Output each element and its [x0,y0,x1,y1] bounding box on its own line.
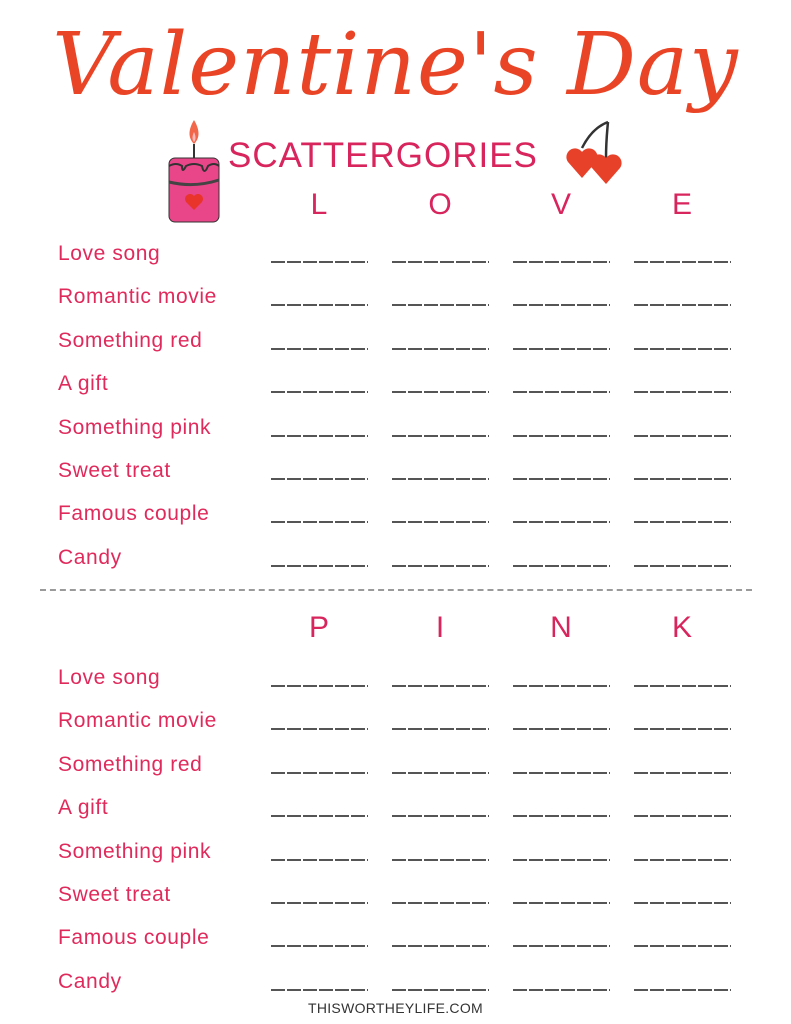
category-label: Something red [58,328,203,352]
answer-blank[interactable] [392,685,489,687]
answer-blank[interactable] [634,478,731,480]
answer-blank[interactable] [271,261,368,263]
answer-blank[interactable] [271,945,368,947]
answer-blank[interactable] [634,685,731,687]
answer-blank[interactable] [513,435,610,437]
answer-blank[interactable] [634,815,731,817]
answer-blank[interactable] [392,728,489,730]
answer-blank[interactable] [392,521,489,523]
answer-blank[interactable] [271,728,368,730]
answer-blank[interactable] [271,859,368,861]
category-label: Famous couple [58,502,210,526]
category-label: Sweet treat [58,883,171,906]
category-label: Candy [58,545,122,569]
page-title: Valentine's Day [52,15,739,115]
answer-blank[interactable] [513,815,610,817]
category-label: Famous couple [58,926,210,950]
answer-blank[interactable] [392,348,489,350]
answer-blank[interactable] [513,945,610,947]
answer-blank[interactable] [634,521,731,523]
category-label: Something pink [58,839,212,863]
answer-blank[interactable] [392,815,489,817]
answer-blank[interactable] [634,435,731,437]
category-label: Sweet treat [58,459,171,482]
answer-blank[interactable] [271,989,368,991]
category-label: A gift [58,372,109,396]
answer-blank[interactable] [392,391,489,393]
answer-blank[interactable] [513,902,610,904]
column-letter: K [671,611,692,644]
answer-blank[interactable] [392,435,489,437]
answer-blank[interactable] [513,859,610,861]
answer-blank[interactable] [634,902,731,904]
answer-blank[interactable] [634,772,731,774]
answer-blank[interactable] [392,478,489,480]
footer-website: THISWORTHEYLIFE.COM [307,1000,483,1016]
answer-blank[interactable] [392,989,489,991]
answer-blank[interactable] [271,565,368,567]
answer-blank[interactable] [634,859,731,861]
column-letter: I [435,611,445,644]
answer-blank[interactable] [271,772,368,774]
answer-blank[interactable] [392,859,489,861]
answer-blank[interactable] [392,565,489,567]
column-letter: N [550,611,572,644]
answer-blank[interactable] [392,772,489,774]
answer-blank[interactable] [392,902,489,904]
page-subtitle: SCATTERGORIES [228,136,538,175]
answer-blank[interactable] [634,989,731,991]
answer-blank[interactable] [513,478,610,480]
answer-blank[interactable] [513,565,610,567]
answer-blank[interactable] [634,348,731,350]
answer-blank[interactable] [271,902,368,904]
answer-blank[interactable] [392,304,489,306]
answer-blank[interactable] [513,989,610,991]
answer-blank[interactable] [634,304,731,306]
answer-blank[interactable] [392,945,489,947]
answer-blank[interactable] [271,435,368,437]
answer-blank[interactable] [271,304,368,306]
category-label: Something pink [58,415,212,439]
category-label: Love song [58,242,161,265]
answer-blank[interactable] [513,728,610,730]
category-label: Something red [58,752,203,776]
answer-blank[interactable] [513,391,610,393]
column-letter: E [671,188,692,221]
answer-blank[interactable] [271,685,368,687]
category-label: A gift [58,796,109,820]
answer-blank[interactable] [513,521,610,523]
column-letter: L [310,188,328,221]
answer-blank[interactable] [271,478,368,480]
answer-blank[interactable] [271,521,368,523]
answer-blank[interactable] [634,391,731,393]
answer-blank[interactable] [513,685,610,687]
column-letter: V [550,188,571,221]
answer-blank[interactable] [513,348,610,350]
answer-blank[interactable] [271,391,368,393]
answer-blank[interactable] [634,261,731,263]
answer-blank[interactable] [271,815,368,817]
answer-blank[interactable] [513,772,610,774]
category-label: Candy [58,969,122,993]
section-divider [40,589,752,591]
answer-blank[interactable] [392,261,489,263]
candle-icon [164,118,224,228]
answer-blank[interactable] [634,945,731,947]
answer-blank[interactable] [513,304,610,306]
category-label: Romantic movie [58,285,217,309]
answer-blank[interactable] [513,261,610,263]
answer-blank[interactable] [634,728,731,730]
column-letter: O [428,188,452,221]
category-label: Love song [58,666,161,689]
column-letter: P [308,611,329,644]
answer-blank[interactable] [634,565,731,567]
answer-blank[interactable] [271,348,368,350]
category-label: Romantic movie [58,709,217,733]
cherry-hearts-icon [562,118,632,188]
